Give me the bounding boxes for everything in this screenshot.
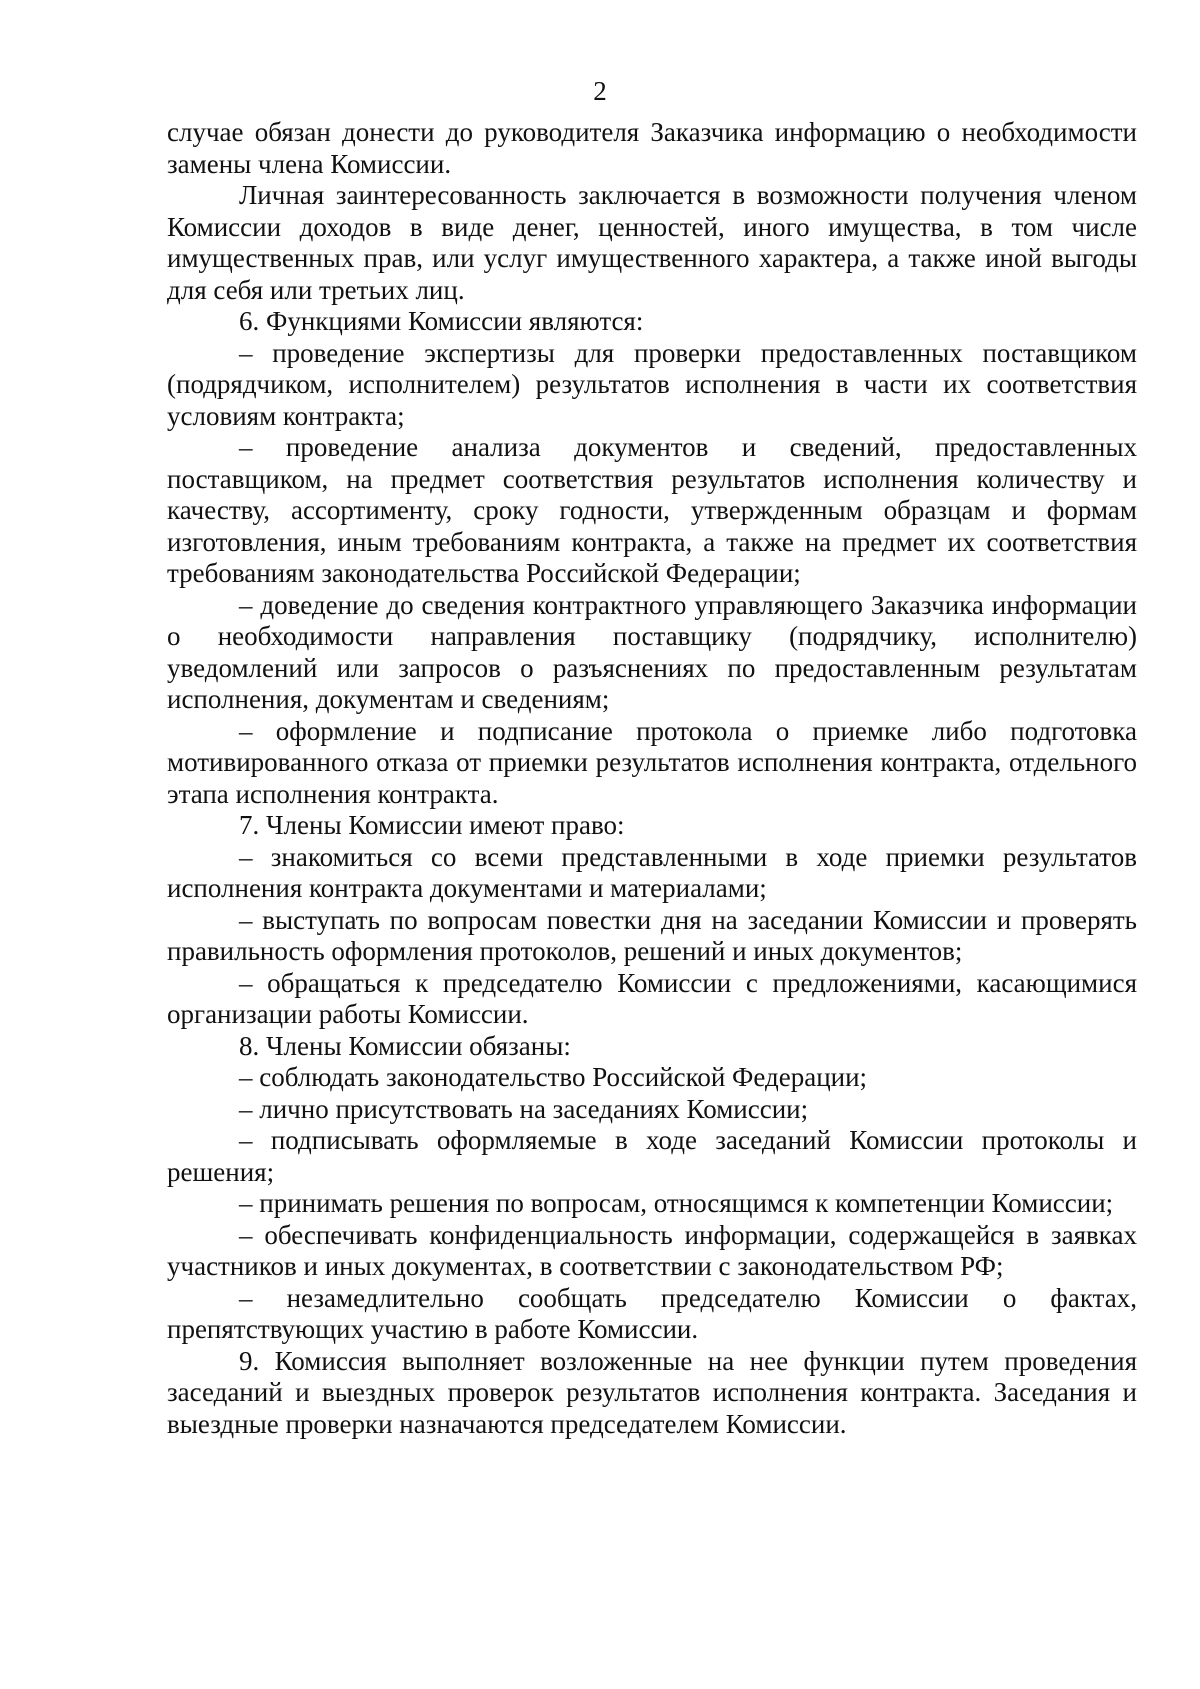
paragraph: – выступать по вопросам повестки дня на заседании Комиссии и проверять правильность оформления протоколов, решений и иных документов;	[167, 904, 1137, 966]
paragraph: 8. Члены Комиссии обязаны:	[239, 1030, 571, 1061]
paragraph: – обеспечивать конфиденциальность информации, содержащейся в заявках участников и иных документах, в соответствии с законодательством РФ;	[167, 1219, 1137, 1281]
paragraph: – незамедлительно сообщать председателю Комиссии о фактах, препятствующих участию в работе Комиссии.	[167, 1282, 1137, 1344]
paragraph: – соблюдать законодательство Российской Федерации;	[239, 1062, 868, 1092]
paragraph: Личная заинтересованность заключается в возможности получения членом Комиссии доходов в виде денег, ценностей, иного имущества, в том числе имущественных прав, или услуг имущественного характера, а также иной выгоды для себя или третьих лиц.	[167, 180, 1137, 305]
paragraph: – проведение экспертизы для проверки предоставленных поставщиком (подрядчиком, исполнителем) результатов исполнения в части их соответствия условиям контракта;	[167, 337, 1137, 431]
paragraph: – знакомиться со всеми представленными в ходе приемки результатов исполнения контракта документами и материалами;	[167, 841, 1137, 903]
paragraph: – подписывать оформляемые в ходе заседаний Комиссии протоколы и решения;	[167, 1125, 1137, 1187]
paragraph: 6. Функциями Комиссии являются:	[239, 306, 644, 336]
paragraph: 7. Члены Комиссии имеют право:	[239, 810, 625, 840]
paragraph: – обращаться к председателю Комиссии с предложениями, касающимися организации работы Комиссии.	[167, 967, 1137, 1029]
paragraph: – принимать решения по вопросам, относящимся к компетенции Комиссии;	[239, 1188, 1114, 1218]
paragraph: случае обязан донести до руководителя Заказчика информацию о необходимости замены члена Комиссии.	[167, 117, 1137, 179]
paragraph: – проведение анализа документов и сведений, предоставленных поставщиком, на предмет соответствия результатов исполнения количеству и качеству, ассортименту, сроку годности, утвержденным образцам и формам изготовления, иным требованиям контракта, а также на предмет их соответствия требованиям законодательства Российской Федерации;	[167, 432, 1137, 588]
paragraph: – оформление и подписание протокола о приемке либо подготовка мотивированного отказа от приемки результатов исполнения контракта, отдельного этапа исполнения контракта.	[167, 715, 1137, 809]
paragraph: – лично присутствовать на заседаниях Комиссии;	[239, 1093, 809, 1124]
document-body	[167, 117, 1137, 1440]
paragraph: 9. Комиссия выполняет возложенные на нее функции путем проведения заседаний и выездных проверок результатов исполнения контракта. Заседания и выездные проверки назначаются председателем Комиссии.	[167, 1345, 1137, 1439]
page-number: 2	[593, 76, 607, 106]
paragraph: – доведение до сведения контрактного управляющего Заказчика информации о необходимости направления поставщику (подрядчику, исполнителю) уведомлений или запросов о разъяснениях по предоставленным результатам исполнения, документам и сведениям;	[167, 589, 1137, 714]
